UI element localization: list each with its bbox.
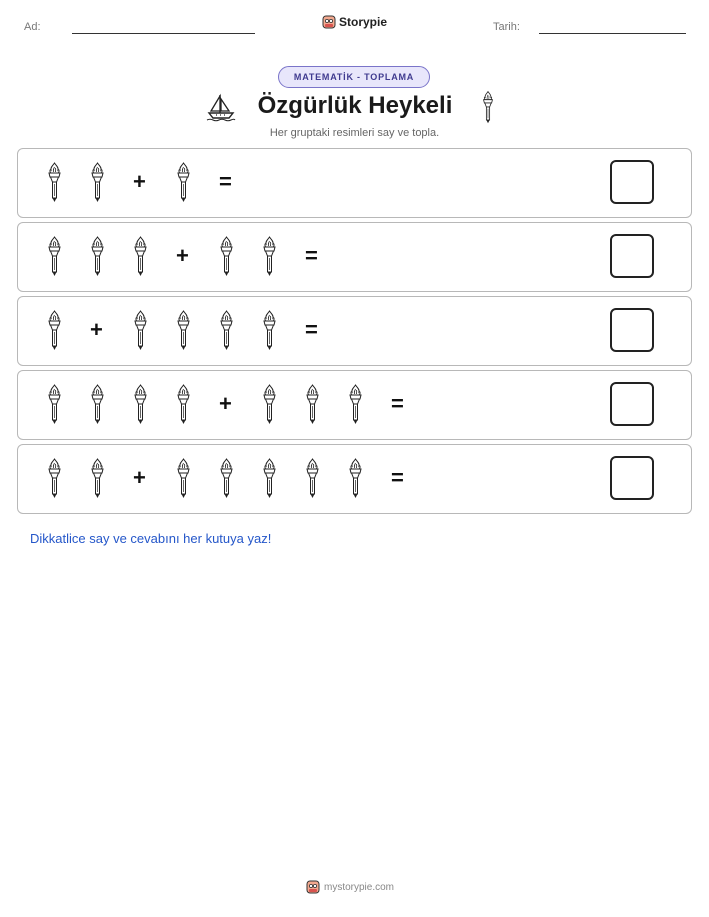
subject-badge: MATEMATİK - TOPLAMA	[278, 66, 430, 88]
torch-icon	[218, 309, 235, 356]
storypie-mascot-icon	[306, 879, 320, 895]
page-title: Özgürlük Heykeli	[257, 92, 453, 119]
date-label: Tarih:	[493, 21, 520, 33]
torch-icon	[89, 235, 106, 282]
date-line[interactable]	[539, 33, 686, 34]
problem-row	[17, 148, 692, 218]
torch-icon	[481, 90, 495, 129]
plus-sign: +	[219, 391, 232, 416]
answer-box[interactable]	[610, 234, 654, 278]
answer-box[interactable]	[610, 160, 654, 204]
torch-icon	[46, 309, 63, 356]
torch-icon	[261, 235, 278, 282]
plus-sign: +	[90, 317, 103, 342]
problem-row	[17, 222, 692, 292]
equals-sign: =	[391, 465, 404, 490]
answer-box[interactable]	[610, 382, 654, 426]
brand-name: Storypie	[339, 15, 388, 29]
problem-row	[17, 370, 692, 440]
worksheet-header	[0, 14, 709, 44]
brand-logo	[322, 14, 387, 30]
name-line[interactable]	[72, 33, 255, 34]
equals-sign: =	[219, 169, 232, 194]
torch-icon	[175, 457, 192, 504]
footer	[306, 879, 394, 895]
torch-icon	[261, 457, 278, 504]
equals-sign: =	[305, 243, 318, 268]
torch-icon	[132, 383, 149, 430]
torch-icon	[89, 383, 106, 430]
torch-icon	[46, 383, 63, 430]
torch-icon	[175, 161, 192, 208]
torch-icon	[46, 235, 63, 282]
torch-icon	[218, 457, 235, 504]
hint-text: Dikkatlice say ve cevabını her kutuya yaz!	[30, 531, 272, 546]
plus-sign: +	[133, 465, 146, 490]
torch-icon	[304, 383, 321, 430]
torch-icon	[304, 457, 321, 504]
torch-icon	[46, 161, 63, 208]
name-label: Ad:	[24, 21, 41, 33]
torch-icon	[46, 457, 63, 504]
problem-row	[17, 296, 692, 366]
torch-icon	[89, 457, 106, 504]
answer-box[interactable]	[610, 308, 654, 352]
torch-icon	[132, 309, 149, 356]
torch-icon	[175, 309, 192, 356]
torch-icon	[261, 309, 278, 356]
answer-box[interactable]	[610, 456, 654, 500]
torch-icon	[218, 235, 235, 282]
storypie-mascot-icon	[322, 14, 336, 30]
torch-icon	[132, 235, 149, 282]
problem-row	[17, 444, 692, 514]
sailboat-icon	[206, 92, 236, 122]
title-row	[0, 90, 709, 126]
equals-sign: =	[391, 391, 404, 416]
equals-sign: =	[305, 317, 318, 342]
plus-sign: +	[133, 169, 146, 194]
torch-icon	[89, 161, 106, 208]
instructions: Her gruptaki resimleri say ve topla.	[269, 127, 440, 139]
torch-icon	[261, 383, 278, 430]
torch-icon	[347, 383, 364, 430]
torch-icon	[175, 383, 192, 430]
footer-site: mystorypie.com	[324, 881, 395, 893]
plus-sign: +	[176, 243, 189, 268]
torch-icon	[347, 457, 364, 504]
